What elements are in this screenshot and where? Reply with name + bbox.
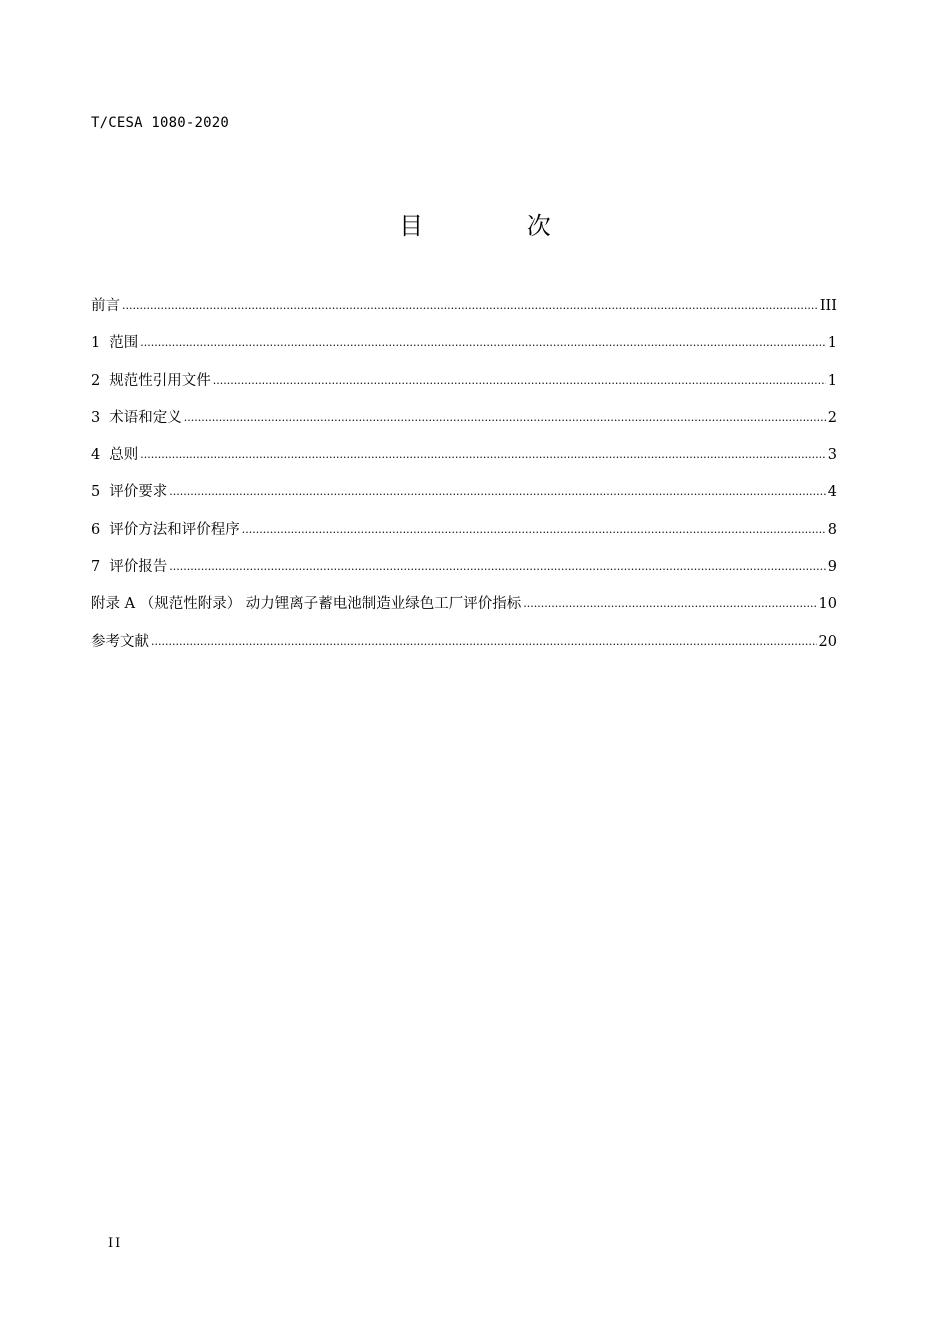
toc-entry-title: 规范性引用文件: [109, 372, 211, 389]
toc-dot-leader: [523, 594, 816, 609]
toc-entry-label: [91, 369, 211, 390]
toc-entry-report[interactable]: [91, 555, 837, 592]
toc-entry-title: 附录 A （规范性附录） 动力锂离子蓄电池制造业绿色工厂评价指标: [91, 596, 522, 613]
toc-entry-page: 20: [818, 633, 837, 650]
toc-entry-requirements[interactable]: [91, 480, 837, 517]
toc-entry-number: 6: [91, 521, 101, 538]
toc-entry-normative-references[interactable]: [91, 369, 837, 406]
toc-entry-scope[interactable]: [91, 331, 837, 368]
toc-entry-title: 术语和定义: [109, 409, 182, 426]
toc-entry-page: 2: [827, 409, 837, 426]
toc-entry-title: 评价要求: [109, 484, 168, 501]
toc-dot-leader: [140, 445, 826, 460]
toc-entry-number: 2: [91, 372, 101, 389]
toc-entry-label: [91, 518, 240, 539]
page-number: II: [108, 1236, 123, 1251]
toc-entry-number: 3: [91, 409, 101, 426]
toc-dot-leader: [213, 370, 826, 385]
toc-dot-leader: [184, 407, 826, 422]
toc-entry-label: [91, 555, 167, 576]
toc-entry-title: 评价方法和评价程序: [109, 521, 240, 538]
toc-entry-number: 4: [91, 447, 101, 464]
toc-entry-methods-procedures[interactable]: [91, 518, 837, 555]
toc-entry-title: 前言: [91, 298, 120, 314]
toc-entry-title: 总则: [109, 447, 139, 464]
toc-entry-page: 1: [827, 335, 837, 352]
toc-entry-page: 9: [827, 559, 837, 576]
toc-entry-page: 1: [827, 372, 837, 389]
toc-entry-number: 7: [91, 559, 101, 576]
toc-dot-leader: [169, 557, 826, 572]
toc-dot-leader: [169, 482, 826, 497]
toc-dot-leader: [151, 631, 817, 646]
toc-entry-number: 5: [91, 484, 101, 501]
toc-entry-page: 4: [827, 484, 837, 501]
toc-title: 目 次: [399, 212, 599, 240]
toc-dot-leader: [122, 296, 818, 311]
toc-entry-bibliography[interactable]: [91, 630, 837, 667]
toc-dot-leader: [242, 519, 826, 534]
toc-entry-title: 评价报告: [109, 559, 168, 576]
toc-entry-annex-a[interactable]: [91, 592, 837, 629]
toc-dot-leader: [140, 333, 826, 348]
toc-entry-general[interactable]: [91, 443, 837, 480]
toc-entry-label: [91, 480, 167, 501]
toc-entry-number: 1: [91, 335, 101, 352]
toc-entry-title: 范围: [109, 335, 139, 352]
toc-entry-label: [91, 443, 138, 464]
toc-entry-label: [91, 406, 182, 427]
toc-entry-page: III: [819, 298, 837, 314]
toc-entry-page: 8: [827, 521, 837, 538]
table-of-contents: [91, 294, 837, 667]
toc-entry-title: 参考文献: [91, 633, 149, 650]
toc-entry-page: 3: [827, 447, 837, 464]
toc-entry-label: [91, 331, 138, 352]
toc-entry-terms-definitions[interactable]: [91, 406, 837, 443]
document-code: T/CESA 1080-2020: [91, 115, 230, 131]
toc-entry-page: 10: [818, 596, 837, 613]
toc-entry-foreword[interactable]: [91, 294, 837, 331]
